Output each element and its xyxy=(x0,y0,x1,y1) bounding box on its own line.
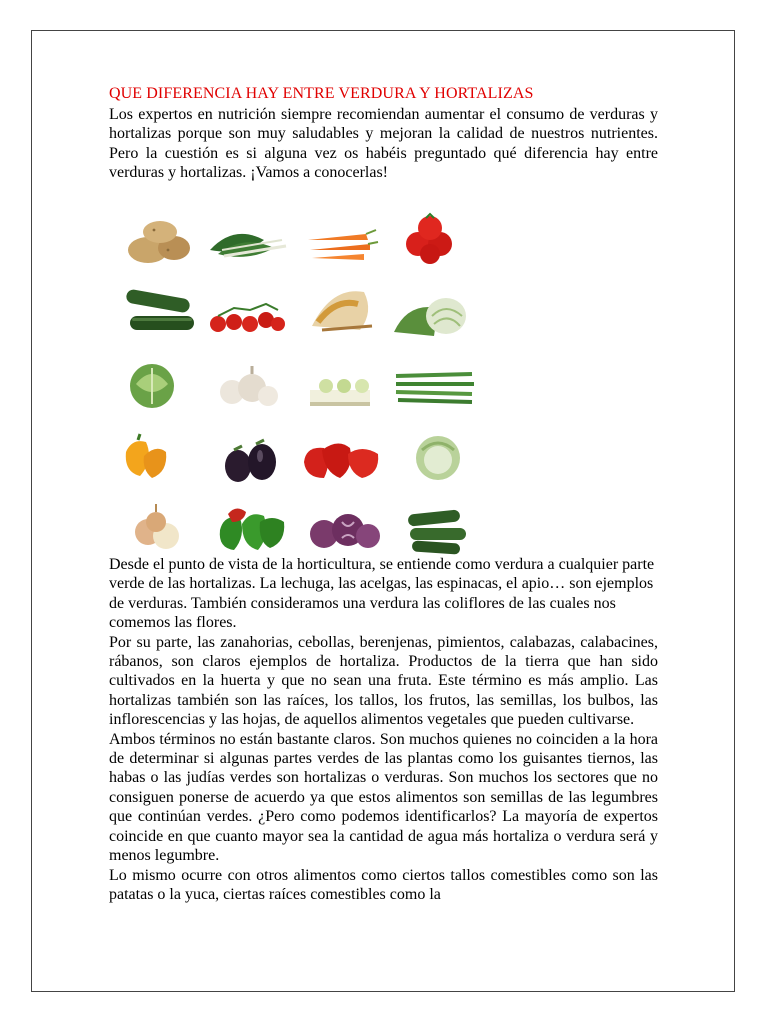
lettuce-image xyxy=(118,354,202,414)
paragraph-ambos-terminos: Ambos términos no están bastante claros. Son muchos quienes no coinciden a la hora de determinar si algunas partes verdes de las plantas como los guisantes tiernos, las habas o las judías verdes son hortalizas o verduras. Son muchos los sectores que no consiguen ponerse de acuerdo ya que estos alimentos son semillas de las legumbres que continúan verdes. ¿Pero como podemos identificarlos? La mayoría de expertos coincide en que cuanto mayor sea la cantidad de agua más hortaliza o verdura será y menos legumbre. xyxy=(109,730,658,865)
paragraph-horticultura: Desde el punto de vista de la horticultura, se entiende como verdura a cualquier parte verde de las hortalizas. La lechuga, las acelgas, las espinacas, el apio… son ejemplos de verduras. También consideramos una verdura las coliflores de las cuales nos comemos las flores. xyxy=(109,556,655,632)
cherry-tomatoes-image xyxy=(204,286,288,346)
eggplants-image xyxy=(212,428,296,488)
red-peppers-image xyxy=(300,428,384,488)
green-peppers-image xyxy=(212,496,296,556)
tomatoes-image xyxy=(390,206,474,266)
carrots-image xyxy=(300,210,384,270)
cucumbers-image xyxy=(400,498,484,558)
green-beans-image xyxy=(392,354,476,414)
document-title: QUE DIFERENCIA HAY ENTRE VERDURA Y HORTALIZAS xyxy=(109,85,534,102)
onions-image xyxy=(122,496,206,556)
vegetable-image-grid xyxy=(112,206,482,552)
potatoes-image xyxy=(118,210,202,270)
cabbage-image xyxy=(388,282,472,342)
mushrooms-image xyxy=(302,276,386,336)
body-text xyxy=(109,555,658,904)
paragraph-hortaliza: Por su parte, las zanahorias, cebollas, berenjenas, pimientos, calabazas, calabacines, rábanos, son claros ejemplos de hortaliza. Productos de la tierra que han sido cultivados en la huerta y que no sean una fruta. Este término es más amplio. Las hortalizas también son las raíces, los tallos, los frutos, las semillas, los bulbos, las inflorescencias y las hojas, de aquellos alimentos vegetales que pueden cultivarse. xyxy=(109,633,658,729)
garlic-image xyxy=(206,354,290,414)
zucchini-image xyxy=(118,282,202,342)
paragraph-lo-mismo: Lo mismo ocurre con otros alimentos como ciertos tallos comestibles como son las patatas o la yuca, ciertas raíces comestibles como la xyxy=(109,866,658,903)
white-cabbage-image xyxy=(402,426,486,486)
intro-paragraph: Los expertos en nutrición siempre recomiendan aumentar el consumo de verduras y hortalizas porque son muy saludables y mejoran la calidad de nuestros nutrientes. Pero la cuestión es si alguna vez os habéis preguntado qué diferencia hay entre verduras y hortalizas. ¡Vamos a conocerlas! xyxy=(109,106,658,182)
chard-image xyxy=(204,210,288,270)
leek-image xyxy=(304,356,388,416)
red-cabbage-image xyxy=(302,498,386,558)
yellow-peppers-image xyxy=(116,426,200,486)
